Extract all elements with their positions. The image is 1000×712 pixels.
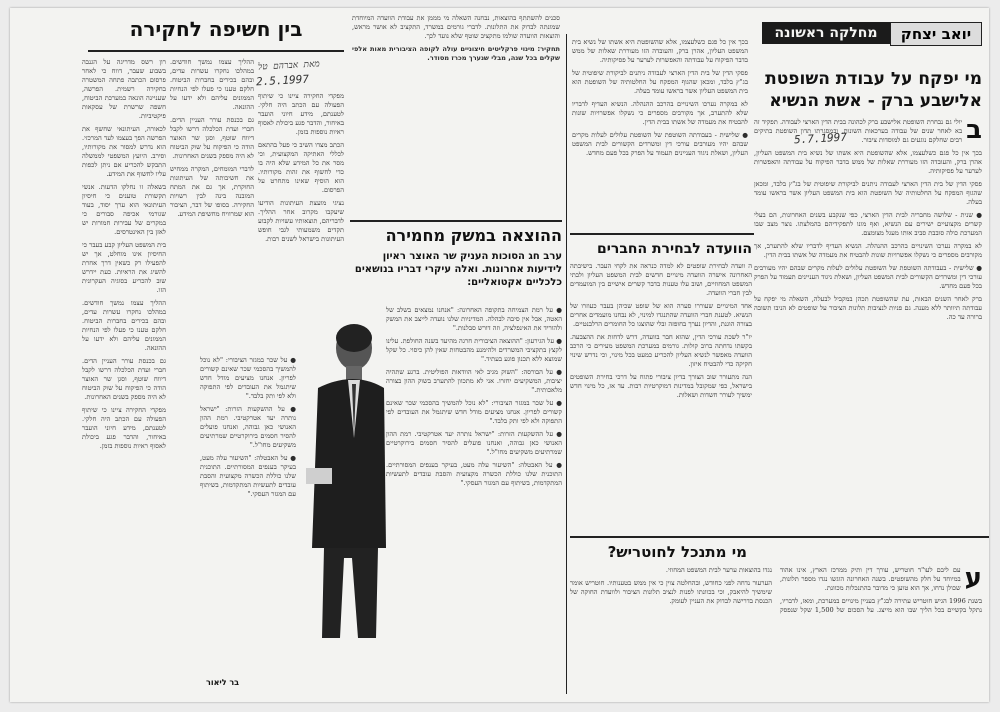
qa-item: ● על רמת הצמיחה בתקופה האחרונה: "אנחנו נמצאים בשלב של האטה, אבל אין סיבה לבהלה. המדיניות שלנו נועדה לייצב את המשק ולהוריד את האינפלציה, וזה דורש סבלנות." bbox=[386, 306, 562, 332]
section-label: מחלקה ראשונה bbox=[762, 22, 890, 44]
divider bbox=[88, 50, 344, 52]
handwritten-date: 2.5.1997 bbox=[255, 72, 310, 89]
economy-qa bbox=[386, 306, 562, 694]
qa-item: ● על הבורסה: "השוק מגיב לאי הוודאות הפוליטית. ברגע שתהיה יציבות, המשקיעים יחזרו. אני לא מתכוון להתערב בשוק ההון בצורה מלאכותית." bbox=[386, 368, 562, 394]
research-col-right bbox=[258, 92, 344, 352]
research-paragraph: נציגי מועצת העיתונות הודיעו שיעקבו מקרוב אחר ההליך. לדבריהם, תוצאותיו עשויות לקבוע תקדים משמעותי לגבי חופש העיתונות בישראל לשנים רבות. bbox=[258, 199, 344, 243]
qa-item: ● על הגירעון: "ההוצאה הציבורית חרגה מהיעד בשנה החולפת. עלינו לקצץ בתקציבי המשרדים ולהימנע מהבטחות שאין להן כיסוי. כל שקל שמוצא ללא תכנון פוגע בעתיד." bbox=[386, 337, 562, 363]
chotrish-paragraph: בשנת 1996 הגיש חוטריש עתירה לבג"ץ בעניין מינויים במערכת, ומאז, לדבריו, נתקל בקשיים בכל הליך שבו הוא מייצג. על הסכום של 1,500 שקל שנפסק נגדו בהוצאות ערער לבית המשפט המחוזי. bbox=[665, 566, 982, 614]
main-headline-1: מי יפקח על עבודת השופטת bbox=[765, 69, 982, 89]
main-paragraph: ● שלישית - בעבודתה השוטפת של השופטת עלולים לעלות מקרים שבהם יהיו מעורבים עורכי דין ומשרדים הקשורים לבית המשפט העליון, ושאלת ניגוד העניינים תעמוד על הפרק בכל פעם מחדש. bbox=[572, 131, 748, 157]
main-paragraph: יולי גם נבחרת השופטת אלישבע ברק לכהונה בבית הדין הארצי לעבודה. תפקיד זה בא לאחר שנים של עבודה בערכאות השונות, ובמסגרתו תדון השופטת בתיקים רבים שחלקם נוגעים גם למוסדות ציבור. bbox=[754, 118, 963, 144]
drop-cap: ע bbox=[964, 563, 982, 593]
chotrish-headline: מי מתנכל לחוטריש? bbox=[607, 543, 747, 561]
research-paragraph: רון רשס מדריגה על הגנבה בשבוע שעבר, דווח כי לאחר פרסום הכתבה פתחה המשטרה בחקירה רשמית. הפרשה, שעניינה הונאה במערכת הביטוח, חשפה שרשרת של עסקאות פיקטיביות. bbox=[82, 58, 166, 120]
main-paragraph: בכך אין כל פגם כשלעצמו, אלא שהשופטת היא אשתו של נשיא בית המשפט העליון, אהרן ברק, והעובדה הזו מעוררת שאלות של ממש בדבר הפיקוח על עבודתה והאפשרות לערער על פסיקותיה. bbox=[572, 38, 748, 64]
economy-headline: ההוצאה במשק מחמירה bbox=[385, 226, 562, 245]
research-header bbox=[88, 14, 344, 48]
research-col-left bbox=[82, 58, 166, 688]
committee-paragraph: יו"ר לשכת עורכי הדין, שהוא חבר בוועדה, דרש לדחות את ההצבעה. בקשתו נדחתה ברוב קולות. גורמים במערכת המשפט מעירים כי הרכב הוועדה מאפשר לנשיא העליון להכריע כמעט בכל מינוי, וכי נדרש שינוי חקיקה כדי להבטיח איזון. bbox=[570, 333, 752, 368]
research-paragraph: גם בכנסת עורר העניין הדים. חברי ועדת הכלכלה דרשו לקבל דיווח שוטף, וסגן שר האוצר הודה כי הפיקוח על שוק הביטוח לא היה מספק בשנים האחרונות. bbox=[82, 357, 166, 401]
handwritten-date: 5.7.1997 bbox=[793, 130, 848, 147]
committee-headline: הוועדה לבחירת החברים bbox=[597, 241, 752, 257]
qa-item: ● על האבטלה: "השיעור עלה מעט, בעיקר בענפים המסורתיים. התוכנית שלנו כוללת הכשרה מקצועית והסבת עובדים לתעשיות המתקדמות, בשיתוף עם המגזר העסקי." bbox=[200, 454, 296, 498]
economy-header bbox=[352, 226, 562, 302]
main-paragraph: בכך אין כל פגם כשלעצמו, אלא שהשופטת היא אשתו של נשיא בית המשפט העליון, אהרן ברק, והעובדה הזו מעוררת שאלות של ממש בדבר הפיקוח על עבודתה והאפשרות לערער על פסיקותיה. bbox=[754, 149, 982, 175]
qa-item: ● על שכר במגזר הציבורי: "לא נוכל להמשיך בהסכמי שכר שאינם קשורים לפריון. אנחנו מציעים מודל חדש שיתגמל את העובדים לפי התפוקה ולא לפי ותק בלבד." bbox=[386, 399, 562, 425]
chotrish-article bbox=[570, 542, 982, 692]
byline: בר ליאור bbox=[206, 678, 240, 687]
divider bbox=[570, 233, 754, 235]
economy-subhead: ערב חג הסוכות העניק שר האוצר ראיון לידיעות אחרונות. ואלה עיקרי דבריו בנושאים כלכליים אקטואליים: bbox=[354, 251, 562, 288]
committee-paragraph: ה וועדה לבחירת שופטים לא למדה כנראה את לקחי העבר. בישיבתה האחרונה אישרה הוועדה מינויים חדשים לבית המשפט העליון ולבתי המשפט המחוזיים, ושוב עלו טענות בדבר קשרים אישיים בין המועמדים לבין חברי הוועדה. bbox=[570, 262, 752, 297]
main-paragraph: ברק לאחר השנים הבאות, עת שהשופטת תכהן במקביל לבעלה, השאלה מי יפקח על עבודתה תיוותר ללא מענה. גם פניות לנציבות תלונות הציבור על שופטים לא הניבו תשובה ברורה עד כה. bbox=[754, 295, 982, 321]
economy-intro bbox=[352, 14, 560, 212]
economy-intro-text: סכנים להשתתף בהוצאות, נבחנה השאלה מי מממן את עבודת הוועדה המיוחדת שמונתה לבדוק את התלונות. לדברי גורמים במשרד, התקציב לא אושר מראש, והוצאות הוועדה שולמו מתקציב שוטף שלא נועד לכך. bbox=[352, 14, 560, 40]
drop-cap: ב bbox=[966, 115, 982, 145]
main-paragraph: פסקי הדין של בית הדין הארצי לעבודה ניתנים לביקורת שיפוטית של בג"ץ בלבד, ומכאן שהגוף המפקח על החלטותיה של השופטת הוא בית המשפט העליון אשר בראשו עומד בעלה. bbox=[572, 69, 748, 95]
section-author: יואב יצחק bbox=[890, 22, 982, 46]
research-headline: בין חשיפה לחקירה bbox=[129, 17, 303, 41]
newspaper-clipping bbox=[10, 8, 989, 702]
qa-item: ● על ההשקעות הזרות: "ישראל נותרה יעד אטרקטיבי. רמת ההון האנושי כאן גבוהה, ואנחנו פועלים להסיר חסמים בירוקרטיים שמרתיעים משקיעים מחו"ל." bbox=[386, 430, 562, 456]
main-paragraph: לא במקרה נערכו השינויים בהרכב ההנהלה. הנשיא העדיף לדבריו שלא להתערב, אך מקורבים מספרים כי נשקלו אפשרויות שונות להבטיח את מעמדה של אשתו בבית הדין. bbox=[572, 100, 748, 126]
minister-photo bbox=[296, 308, 386, 648]
research-paragraph: הכתב מצדו השיב כי פעל בהתאם לכללי האתיקה המקצועית, וכי מסר את כל המידע שלא היה בו כדי לחשוף את זהות מקורותיו. הוא הוסיף שאינו מתחרט על הפרסום. bbox=[258, 141, 344, 194]
handwritten-note: מאת אברהם טל bbox=[257, 59, 321, 73]
column-rule bbox=[566, 34, 567, 694]
research-paragraph: לדברי המומחים, המקרה ממחיש את חשיבותה של העיתונות החוקרת, אך גם את המתח המובנה בינה לבין רשויות החקירה. בסופו של דבר, הציבור הוא שמרוויח מחשיפת המידע. bbox=[170, 165, 254, 218]
research-paragraph: לכאורה, העיתונאי שחשף את הפרשה הפך בעצמו לעד המרכזי. הוא נדרש למסור את מקורותיו, וסירב. היועץ המשפטי לממשלה התבקש להכריע אם ניתן לכפות עליו לחשוף את המידע. bbox=[82, 125, 166, 178]
economy-qa-left bbox=[200, 356, 296, 676]
research-paragraph: גם בכנסת עורר העניין הדים. חברי ועדת הכלכלה דרשו לקבל דיווח שוטף, וסגן שר האוצר הודה כי הפיקוח על שוק הביטוח לא היה מספק בשנים האחרונות. bbox=[170, 116, 254, 160]
research-paragraph: ההליך עצמו נמשך חודשים. במהלכו נחקרו עשרות עדים, ובהם בכירים בחברות הביטוח. חלקם טענו כי פעלו לפי הנחיות הממונים עליהם ולא ידעו על ההונאה. bbox=[82, 299, 166, 352]
main-headline-2: אלישבע ברק - אשת הנשיא bbox=[769, 91, 982, 111]
divider bbox=[570, 536, 989, 538]
main-paragraph: ● שנית - שלושה מחבריה לבית הדין הארצי, כפי שנקבע בשנים האחרונות, הם בעלי קשרים מקצועיים ישירים עם הנשיא, ואף מונו לתפקידיהם בהמלצתו. נוצר מצב שבו המערכת כולה סובבת סביב אותו מעגל מצומצם. bbox=[754, 211, 982, 237]
committee-article bbox=[570, 240, 752, 530]
research-paragraph: ההליך עצמו נמשך חודשים. במהלכו נחקרו עשרות עדים, ובהם בכירים בחברות הביטוח. חלקם טענו כי פעלו לפי הנחיות הממונים עליהם ולא ידעו על ההונאה. bbox=[170, 58, 254, 111]
research-paragraph: מפקדי החקירה ציינו כי שיתוף הפעולה עם הכתב היה חלקי. לטענתם, מידע חיוני הועבר באיחור, והדבר פגע ביכולת לאסוף ראיות נוספות בזמן. bbox=[258, 92, 344, 136]
main-paragraph: ● שלישית - בעבודתה השוטפת של השופטת עלולים לעלות מקרים שבהם יהיו מעורבים עורכי דין ומשרדים הקשורים לבית המשפט העליון, ושאלת ניגוד העניינים תעמוד על הפרק בכל פעם מחדש. bbox=[754, 264, 982, 290]
chotrish-paragraph: הערעור נדחה לפני כחודש, ובהחלטה צוין כי אין ממש בטענותיו. חוטריש אומר שימשיך להיאבק, וכי בכוונתו לפנות לנציב תלונות הציבור ולוועדת החוקה של הכנסת בדרישה לבדוק את העניין לעומק. bbox=[570, 579, 772, 605]
committee-paragraph: הנה מתעורר שוב הצורך בדיון ציבורי פתוח על דרכי בחירת השופטים בישראל, כפי שמקובל במדינות דמוקרטיות רבות. עד אז, כל מינוי חדש ימשיך לעורר חשדות ושאלות. bbox=[570, 373, 752, 399]
qa-item: ● על שכר במגזר הציבורי: "לא נוכל להמשיך בהסכמי שכר שאינם קשורים לפריון. אנחנו מציעים מודל חדש שיתגמל את העובדים לפי התפוקה ולא לפי ותק בלבד." bbox=[200, 356, 296, 400]
divider bbox=[350, 220, 562, 222]
research-paragraph: בשאלה זו נחלקו הדעות. אנשי תקשורת טוענים כי חיסיון העיתונאי הוא ערך יסוד, בעוד שגורמי אכיפה סבורים כי במקרים של עבירות חמורות יש לאזן בין האינטרסים. bbox=[82, 183, 166, 236]
main-article-continuation bbox=[572, 38, 748, 230]
committee-paragraph: אחד המינויים שעוררו סערה הוא של שופט שכיהן בעבר כעוזרו של הנשיא. לטענת חברי הוועדה שהתנגדו למינוי, לא נבחנו מועמדים אחרים בצורה הוגנת, והדיון נערך בחופזה ובלי שהוצגו כל החומרים הרלבנטיים. bbox=[570, 302, 752, 328]
main-paragraph: לא במקרה נערכו השינויים בהרכב ההנהלה. הנשיא העדיף לדבריו שלא להתערב, אך מקורבים מספרים כי נשקלו אפשרויות שונות להבטיח את מעמדה של אשתו בבית הדין. bbox=[754, 242, 982, 259]
qa-item: ● על האבטלה: "השיעור עלה מעט, בעיקר בענפים המסורתיים. התוכנית שלנו כוללת הכשרה מקצועית והסבת עובדים לתעשיות המתקדמות, בשיתוף עם המגזר העסקי." bbox=[386, 461, 562, 487]
main-paragraph: פסקי הדין של בית הדין הארצי לעבודה ניתנים לביקורת שיפוטית של בג"ץ בלבד, ומכאן שהגוף המפקח על החלטותיה של השופטת הוא בית המשפט העליון אשר בראשו עומד בעלה. bbox=[754, 180, 982, 206]
research-col-middle bbox=[170, 58, 254, 348]
chotrish-paragraph: עם ליבם לעו"ד חוטריש, עורך דין ותיק ממרכז הארץ, אינו אהוד במיוחד על חלק מהשופטים. בשנה האחרונה הוגשו נגדו מספר תלונות, שכולן נדחו, אך הוא טוען כי מדובר בהתנכלות מכוונת. bbox=[780, 566, 961, 592]
research-paragraph: בית המשפט העליון קבע בעבר כי החיסיון אינו מוחלט, אך יש להפעילו רק כשאין דרך אחרת להשיג את הראיות. כעת יידרש שוב להכריע בסוגיה העקרונית הזו. bbox=[82, 241, 166, 294]
qa-item: ● על ההשקעות הזרות: "ישראל נותרה יעד אטרקטיבי. רמת ההון האנושי כאן גבוהה, ואנחנו פועלים להסיר חסמים בירוקרטיים שמרתיעים משקיעים מחו"ל." bbox=[200, 405, 296, 449]
economy-intro-text-2: תחקיר: מינוי פרקליטים חיצוניים עולה לקופה הציבורית מאות אלפי שקלים בכל שנה, מבלי שנערך מכרז מסודר. bbox=[352, 45, 560, 62]
section-header bbox=[760, 14, 982, 72]
research-paragraph: מפקדי החקירה ציינו כי שיתוף הפעולה עם הכתב היה חלקי. לטענתם, מידע חיוני הועבר באיחור, והדבר פגע ביכולת לאסוף ראיות נוספות בזמן. bbox=[82, 406, 166, 450]
